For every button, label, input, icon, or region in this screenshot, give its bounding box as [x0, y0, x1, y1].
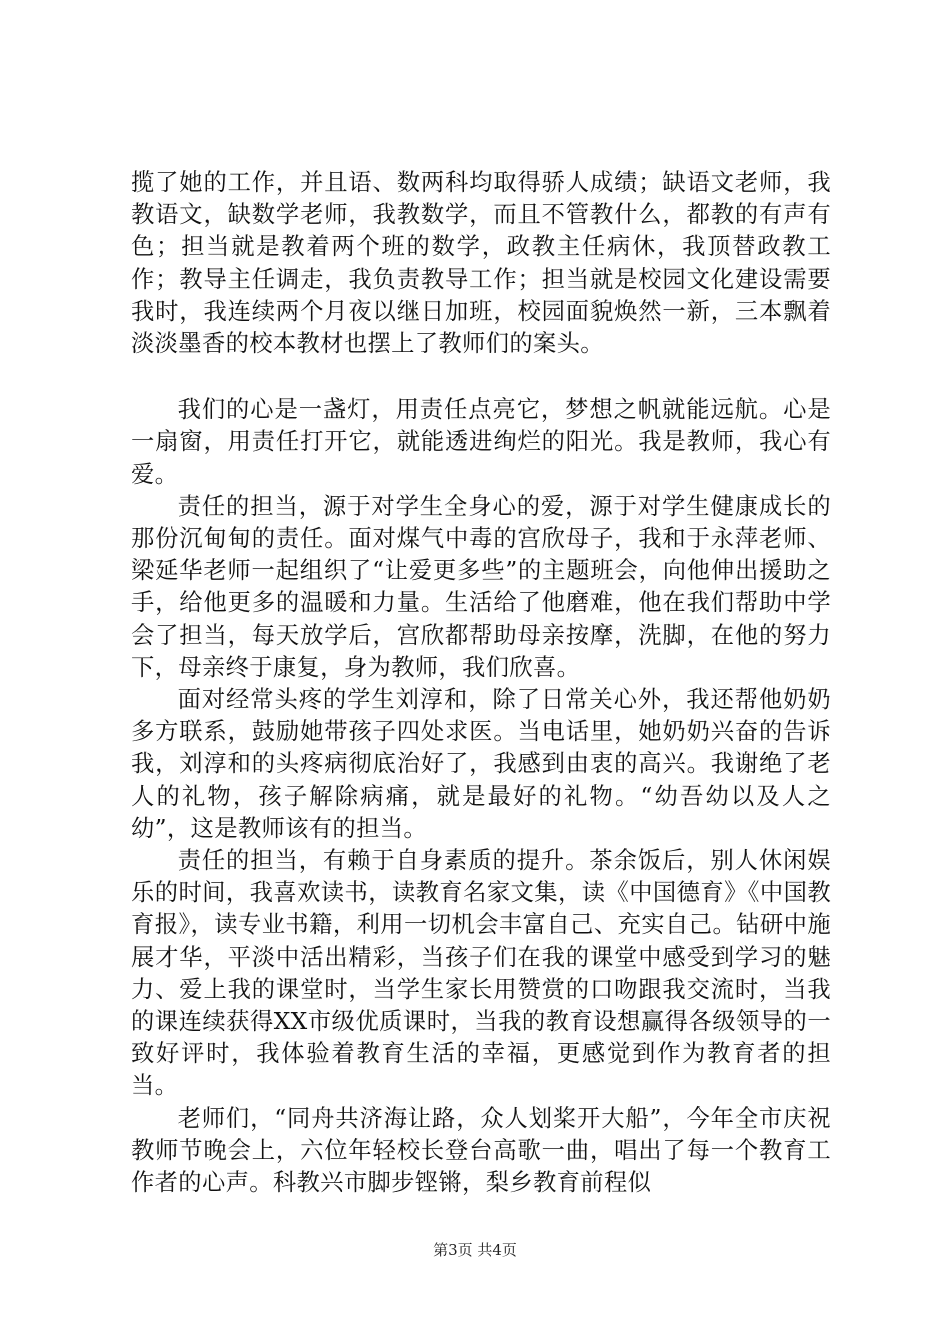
document-body: [131, 167, 831, 1199]
page-footer: 第3页 共4页: [433, 1241, 517, 1259]
paragraph-2: 我们的心是一盏灯，用责任点亮它，梦想之帆就能远航。心是一扇窗，用责任打开它，就能透进绚烂的阳光。我是教师，我心有爱。: [131, 396, 831, 488]
paragraph-4: 面对经常头疼的学生刘淳和，除了日常关心外，我还帮他奶奶多方联系，鼓励她带孩子四处求医。当电话里，她奶奶兴奋的告诉我，刘淳和的头疼病彻底治好了，我感到由衷的高兴。我谢绝了老人的礼物，孩子解除病痛，就是最好的礼物。“幼吾幼以及人之幼”，这是教师该有的担当。: [131, 686, 831, 842]
paragraph-6: 老师们，“同舟共济海让路，众人划桨开大船”，今年全市庆祝教师节晚会上，六位年轻校长登台高歌一曲，唱出了每一个教育工作者的心声。科教兴市脚步铿锵，梨乡教育前程似: [131, 1104, 831, 1197]
paragraph-1: 揽了她的工作，并且语、数两科均取得骄人成绩；缺语文老师，我教语文，缺数学老师，我教数学，而且不管教什么，都教的有声有色；担当就是教着两个班的数学，政教主任病休，我顶替政教工作；教导主任调走，我负责教导工作；担当就是校园文化建设需要我时，我连续两个月夜以继日加班，校园面貌焕然一新，三本飘着淡淡墨香的校本教材也摆上了教师们的案头。: [131, 169, 831, 358]
paragraph-5: 责任的担当，有赖于自身素质的提升。茶余饭后，别人休闲娱乐的时间，我喜欢读书，读教育名家文集，读《中国德育》《中国教育报》，读专业书籍，利用一切机会丰富自己、充实自己。钻研中施展才华，平淡中活出精彩，当孩子们在我的课堂中感受到学习的魅力、爱上我的课堂时，当学生家长用赞赏的口吻跟我交流时，当我的课连续获得XX市级优质课时，当我的教育设想赢得各级领导的一致好评时，我体验着教育生活的幸福，更感觉到作为教育者的担当。: [131, 847, 831, 1100]
paragraph-3: 责任的担当，源于对学生全身心的爱，源于对学生健康成长的那份沉甸甸的责任。面对煤气中毒的宫欣母子，我和于永萍老师、梁延华老师一起组织了“让爱更多些”的主题班会，向他伸出援助之手，给他更多的温暖和力量。生活给了他磨难，他在我们帮助中学会了担当，每天放学后，宫欣都帮助母亲按摩，洗脚，在他的努力下，母亲终于康复，身为教师，我们欣喜。: [131, 492, 831, 681]
